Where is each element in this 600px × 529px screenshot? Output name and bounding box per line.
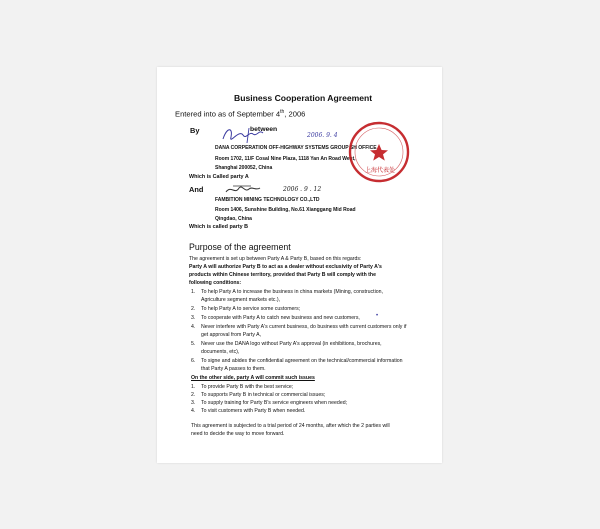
commitment-text: To supply training for Party B's service engineers when needed; <box>201 400 348 406</box>
commitment-text: To provide Party B with the best service; <box>201 384 294 390</box>
party-a-commitments-heading: On the other side, party A will commit such issues <box>191 375 315 381</box>
commitment-text: To visit customers with Party B when needed. <box>201 408 306 414</box>
svg-text:上海代表处: 上海代表处 <box>364 167 396 174</box>
party-b-designation: Which is called party B <box>189 224 249 230</box>
authorization-line: Party A will authorize Party B to act as a dealer without exclusivity of Party A's <box>189 264 382 270</box>
party-a-address-line1: Room 1702, 11/F Cosal Nine Plaza, 1118 Yan An Road West, <box>215 156 356 162</box>
condition-text: Never interfere with Party A's current business, do business with current customers only if <box>201 324 407 330</box>
and-label: And <box>189 185 204 194</box>
intro-text: The agreement is set up between Party A & Party B, based on this regards: <box>189 256 362 262</box>
document-title: Business Cooperation Agreement <box>234 93 373 103</box>
document-page <box>157 67 442 463</box>
party-b-name: FAMBITION MINING TECHNOLOGY CO.,LTD <box>215 197 320 203</box>
party-a-signature <box>219 125 309 147</box>
condition-text: To signe and abides the confidential agreement on the technical/commercial information <box>201 358 403 364</box>
party-b-address-line1: Room 1406, Sunshine Building, No.61 Xianggang Mid Road <box>215 207 356 213</box>
by-label: By <box>190 126 200 135</box>
party-b-address-line2: Qingdao, China <box>215 216 252 222</box>
between-label: between <box>250 126 278 133</box>
commitment-number: 1. <box>191 384 196 390</box>
condition-number: 1. <box>191 289 196 295</box>
authorization-line: following conditions: <box>189 280 242 286</box>
commitment-number: 2. <box>191 392 196 398</box>
condition-text: To cooperate with Party A to catch new business and new customers, <box>201 315 360 321</box>
condition-text: get approval from Party A, <box>201 332 261 338</box>
company-stamp-icon <box>347 120 411 184</box>
entered-date-line: Entered into as of September 4th, 2006 <box>175 109 306 119</box>
condition-text: Never use the DANA logo without Party A's approval (in exhibitions, brochures, <box>201 341 382 347</box>
party-a-address-line2: Shanghai 200052, China <box>215 165 273 171</box>
commitment-number: 4. <box>191 408 196 414</box>
condition-number: 6. <box>191 358 196 364</box>
condition-text: To help Party A to service some customers; <box>201 306 301 312</box>
closing-text: need to decide the way to move forward. <box>191 431 285 437</box>
condition-text: that Party A passes to them. <box>201 366 266 372</box>
condition-text: Agriculture segment markets etc.), <box>201 297 280 303</box>
condition-number: 5. <box>191 341 196 347</box>
party-a-signature-date: 2006. 9. 4 <box>307 132 338 139</box>
ink-mark: • <box>376 313 379 319</box>
purpose-heading: Purpose of the agreement <box>189 242 291 252</box>
condition-text: documents, etc), <box>201 349 240 355</box>
condition-number: 2. <box>191 306 196 312</box>
authorization-line: products within Chinese territory, provided that Party B will comply with the <box>189 272 376 278</box>
closing-text: This agreement is subjected to a trial period of 24 months, after which the 2 parties will <box>191 423 390 429</box>
party-b-signature <box>223 183 263 197</box>
condition-number: 3. <box>191 315 196 321</box>
condition-text: To help Party A to increase the business in china markets (Mining, construction, <box>201 289 383 295</box>
commitment-number: 3. <box>191 400 196 406</box>
condition-number: 4. <box>191 324 196 330</box>
party-a-name: DANA CORPERATION OFF-HIGHWAY SYSTEMS GROUP SH OFFICE <box>215 145 377 151</box>
party-a-designation: Which is Called party A <box>189 174 249 180</box>
party-b-signature-date: 2006 . 9 . 12 <box>283 186 322 193</box>
commitment-text: To supports Party B in technical or commercial issues; <box>201 392 326 398</box>
